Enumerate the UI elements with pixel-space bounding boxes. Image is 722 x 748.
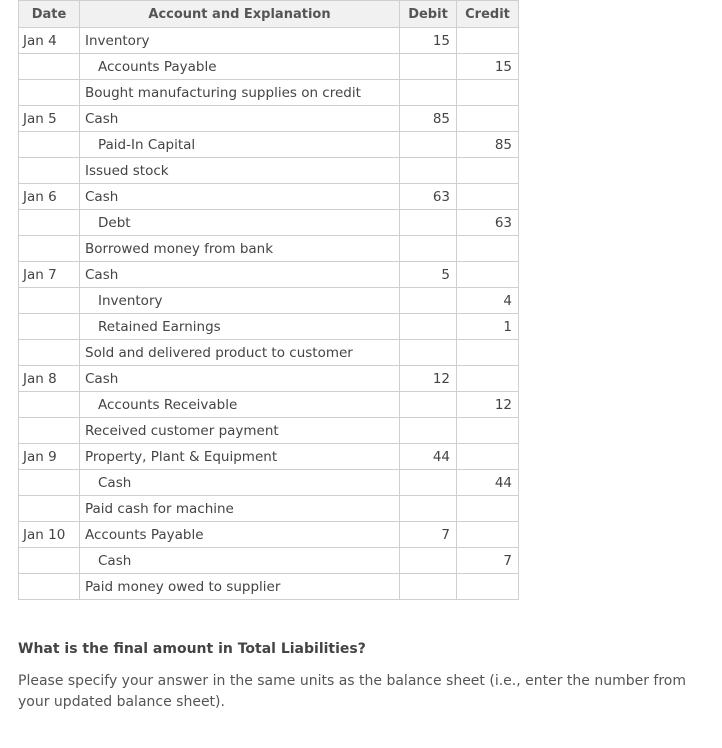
cell-account: Debt bbox=[80, 210, 400, 236]
cell-credit bbox=[457, 444, 519, 470]
cell-account: Cash bbox=[80, 548, 400, 574]
cell-date bbox=[19, 80, 80, 106]
cell-credit bbox=[457, 106, 519, 132]
cell-account: Bought manufacturing supplies on credit bbox=[80, 80, 400, 106]
table-row bbox=[19, 106, 519, 132]
table-row bbox=[19, 54, 519, 80]
journal-body bbox=[19, 28, 519, 600]
cell-debit bbox=[400, 548, 457, 574]
cell-date bbox=[19, 132, 80, 158]
cell-debit: 44 bbox=[400, 444, 457, 470]
cell-credit: 85 bbox=[457, 132, 519, 158]
cell-debit bbox=[400, 470, 457, 496]
table-row bbox=[19, 158, 519, 184]
cell-date: Jan 10 bbox=[19, 522, 80, 548]
cell-account: Paid-In Capital bbox=[80, 132, 400, 158]
cell-account: Property, Plant & Equipment bbox=[80, 444, 400, 470]
table-row bbox=[19, 236, 519, 262]
cell-debit bbox=[400, 54, 457, 80]
cell-date bbox=[19, 288, 80, 314]
cell-debit bbox=[400, 392, 457, 418]
cell-date bbox=[19, 314, 80, 340]
cell-debit bbox=[400, 418, 457, 444]
table-row bbox=[19, 184, 519, 210]
cell-date bbox=[19, 54, 80, 80]
cell-credit: 44 bbox=[457, 470, 519, 496]
cell-debit bbox=[400, 340, 457, 366]
header-debit: Debit bbox=[400, 1, 457, 28]
cell-account: Issued stock bbox=[80, 158, 400, 184]
cell-debit: 12 bbox=[400, 366, 457, 392]
cell-date bbox=[19, 158, 80, 184]
cell-debit bbox=[400, 132, 457, 158]
table-row bbox=[19, 366, 519, 392]
cell-date bbox=[19, 392, 80, 418]
table-row bbox=[19, 340, 519, 366]
cell-account: Inventory bbox=[80, 28, 400, 54]
table-row bbox=[19, 262, 519, 288]
table-row bbox=[19, 28, 519, 54]
table-row bbox=[19, 418, 519, 444]
cell-credit: 7 bbox=[457, 548, 519, 574]
cell-date: Jan 8 bbox=[19, 366, 80, 392]
cell-debit bbox=[400, 158, 457, 184]
table-row bbox=[19, 548, 519, 574]
cell-debit: 63 bbox=[400, 184, 457, 210]
table-row bbox=[19, 392, 519, 418]
cell-credit: 4 bbox=[457, 288, 519, 314]
cell-account: Cash bbox=[80, 184, 400, 210]
cell-account: Borrowed money from bank bbox=[80, 236, 400, 262]
cell-account: Cash bbox=[80, 470, 400, 496]
cell-account: Accounts Payable bbox=[80, 54, 400, 80]
table-row bbox=[19, 496, 519, 522]
cell-credit: 15 bbox=[457, 54, 519, 80]
cell-account: Cash bbox=[80, 366, 400, 392]
cell-debit bbox=[400, 210, 457, 236]
cell-debit bbox=[400, 288, 457, 314]
cell-credit bbox=[457, 340, 519, 366]
cell-credit bbox=[457, 262, 519, 288]
table-row bbox=[19, 314, 519, 340]
cell-credit bbox=[457, 80, 519, 106]
cell-credit bbox=[457, 418, 519, 444]
table-row bbox=[19, 288, 519, 314]
table-row bbox=[19, 80, 519, 106]
cell-credit bbox=[457, 184, 519, 210]
cell-credit bbox=[457, 236, 519, 262]
cell-account: Sold and delivered product to customer bbox=[80, 340, 400, 366]
table-row bbox=[19, 210, 519, 236]
cell-account: Paid cash for machine bbox=[80, 496, 400, 522]
cell-credit bbox=[457, 574, 519, 600]
cell-credit bbox=[457, 28, 519, 54]
cell-credit: 63 bbox=[457, 210, 519, 236]
cell-date: Jan 9 bbox=[19, 444, 80, 470]
header-credit: Credit bbox=[457, 1, 519, 28]
cell-account: Paid money owed to supplier bbox=[80, 574, 400, 600]
cell-date bbox=[19, 548, 80, 574]
cell-account: Cash bbox=[80, 262, 400, 288]
cell-account: Accounts Receivable bbox=[80, 392, 400, 418]
cell-debit bbox=[400, 574, 457, 600]
cell-debit: 7 bbox=[400, 522, 457, 548]
cell-debit bbox=[400, 314, 457, 340]
header-account: Account and Explanation bbox=[80, 1, 400, 28]
table-row bbox=[19, 470, 519, 496]
cell-credit bbox=[457, 522, 519, 548]
cell-date: Jan 4 bbox=[19, 28, 80, 54]
cell-date bbox=[19, 210, 80, 236]
cell-account: Accounts Payable bbox=[80, 522, 400, 548]
table-row bbox=[19, 574, 519, 600]
table-row bbox=[19, 444, 519, 470]
cell-credit: 1 bbox=[457, 314, 519, 340]
journal-entries-table bbox=[18, 0, 519, 600]
header-date: Date bbox=[19, 1, 80, 28]
cell-debit bbox=[400, 496, 457, 522]
cell-date bbox=[19, 496, 80, 522]
cell-debit bbox=[400, 80, 457, 106]
cell-date bbox=[19, 340, 80, 366]
cell-debit: 5 bbox=[400, 262, 457, 288]
cell-date bbox=[19, 574, 80, 600]
table-header-row bbox=[19, 1, 519, 28]
cell-account: Inventory bbox=[80, 288, 400, 314]
cell-credit bbox=[457, 158, 519, 184]
cell-credit: 12 bbox=[457, 392, 519, 418]
cell-date: Jan 7 bbox=[19, 262, 80, 288]
cell-credit bbox=[457, 496, 519, 522]
cell-date bbox=[19, 418, 80, 444]
table-row bbox=[19, 522, 519, 548]
cell-date bbox=[19, 470, 80, 496]
cell-debit bbox=[400, 236, 457, 262]
cell-account: Cash bbox=[80, 106, 400, 132]
cell-date: Jan 6 bbox=[19, 184, 80, 210]
cell-debit: 15 bbox=[400, 28, 457, 54]
cell-account: Retained Earnings bbox=[80, 314, 400, 340]
question-text: What is the final amount in Total Liabilities? bbox=[18, 641, 366, 657]
cell-debit: 85 bbox=[400, 106, 457, 132]
cell-account: Received customer payment bbox=[80, 418, 400, 444]
cell-date bbox=[19, 236, 80, 262]
table-row bbox=[19, 132, 519, 158]
instruction-text: Please specify your answer in the same units as the balance sheet (i.e., enter the number from your updated balance sheet). bbox=[18, 673, 687, 710]
cell-date: Jan 5 bbox=[19, 106, 80, 132]
cell-credit bbox=[457, 366, 519, 392]
